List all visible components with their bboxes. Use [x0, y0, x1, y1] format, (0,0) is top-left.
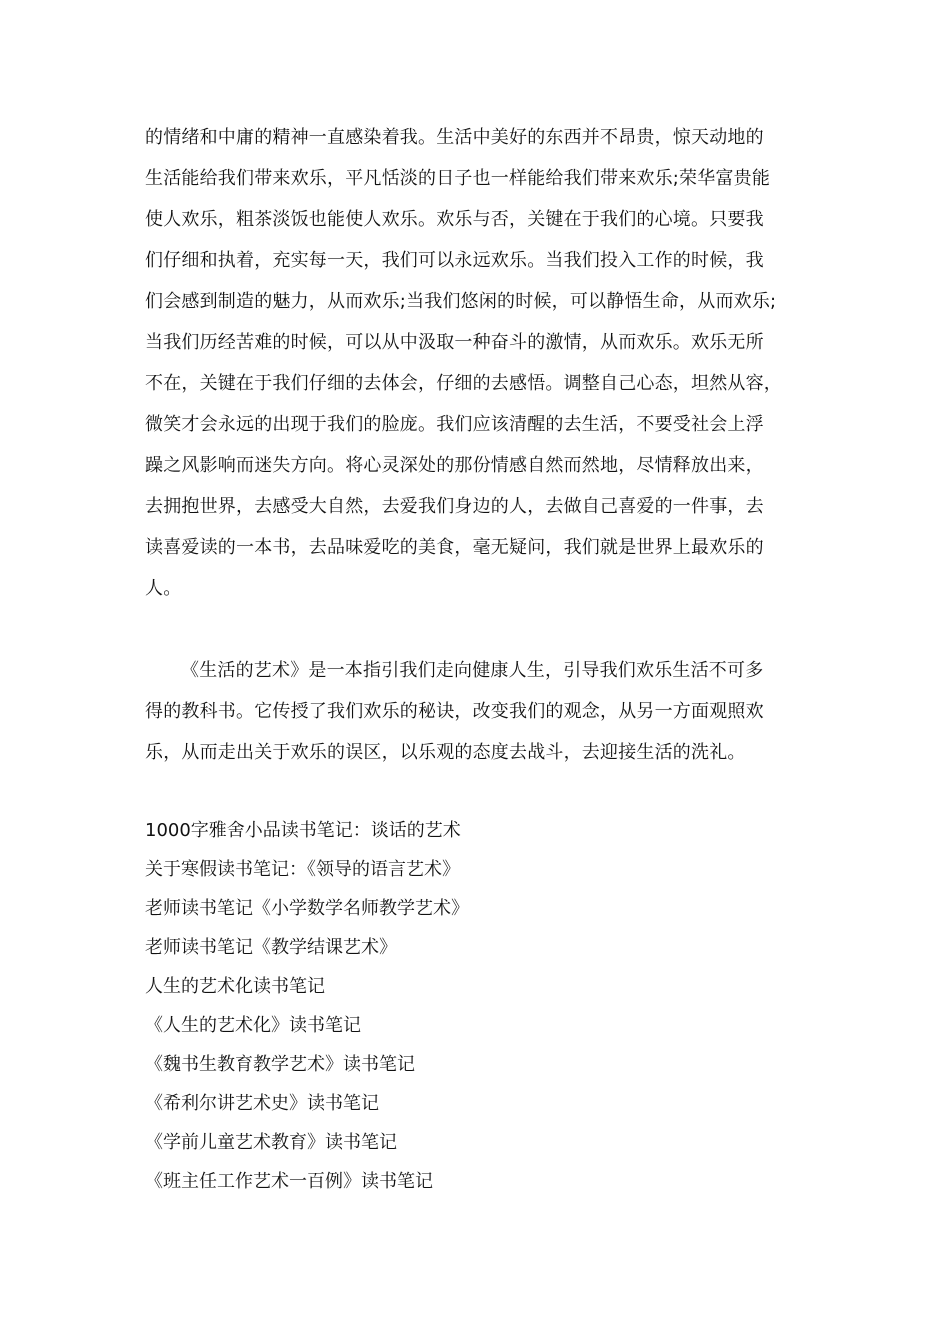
related-link[interactable]: 《学前儿童艺术教育》读书笔记: [145, 1132, 397, 1153]
paragraph-1-line: 们仔细和执着，充实每一天，我们可以永远欢乐。当我们投入工作的时候，我: [145, 250, 764, 271]
related-link[interactable]: 关于寒假读书笔记：《领导的语言艺术》: [145, 859, 460, 880]
paragraph-1-line: 使人欢乐，粗茶淡饭也能使人欢乐。欢乐与否，关键在于我们的心境。只要我: [145, 209, 764, 230]
paragraph-1-line: 的情绪和中庸的精神一直感染着我。生活中美好的东西并不昂贵，惊天动地的: [145, 127, 764, 148]
related-link[interactable]: 1000字雅舍小品读书笔记：谈话的艺术: [145, 820, 461, 841]
related-link[interactable]: 老师读书笔记《教学结课艺术》: [145, 937, 397, 958]
paragraph-1-line: 生活能给我们带来欢乐，平凡恬淡的日子也一样能给我们带来欢乐;荣华富贵能: [145, 168, 771, 189]
paragraph-1-line: 躁之风影响而迷失方向。将心灵深处的那份情感自然而然地，尽情释放出来，: [145, 455, 764, 476]
paragraph-2-line: 得的教科书。它传授了我们欢乐的秘诀，改变我们的观念，从另一方面观照欢: [145, 701, 764, 722]
paragraph-1-line: 读喜爱读的一本书，去品味爱吃的美食，毫无疑问，我们就是世界上最欢乐的: [145, 537, 764, 558]
paragraph-1-line: 当我们历经苦难的时候，可以从中汲取一种奋斗的激情，从而欢乐。欢乐无所: [145, 332, 764, 353]
related-link[interactable]: 《人生的艺术化》读书笔记: [145, 1015, 361, 1036]
related-link[interactable]: 《魏书生教育教学艺术》读书笔记: [145, 1054, 415, 1075]
related-link[interactable]: 人生的艺术化读书笔记: [145, 976, 325, 997]
paragraph-1-line: 不在，关键在于我们仔细的去体会，仔细的去感悟。调整自己心态，坦然从容，: [145, 373, 782, 394]
paragraph-1-line: 们会感到制造的魅力，从而欢乐;当我们悠闲的时候，可以静悟生命，从而欢乐;: [145, 291, 777, 312]
paragraph-1-line: 微笑才会永远的出现于我们的脸庞。我们应该清醒的去生活，不要受社会上浮: [145, 414, 764, 435]
paragraph-1-line: 去拥抱世界，去感受大自然，去爱我们身边的人，去做自己喜爱的一件事，去: [145, 496, 764, 517]
related-link[interactable]: 《班主任工作艺术一百例》读书笔记: [145, 1171, 433, 1192]
related-link[interactable]: 老师读书笔记《小学数学名师教学艺术》: [145, 898, 469, 919]
paragraph-1-line: 人。: [145, 578, 182, 599]
paragraph-2-line: 《生活的艺术》是一本指引我们走向健康人生，引导我们欢乐生活不可多: [181, 660, 764, 681]
related-link[interactable]: 《希利尔讲艺术史》读书笔记: [145, 1093, 379, 1114]
paragraph-2-line: 乐，从而走出关于欢乐的误区，以乐观的态度去战斗，去迎接生活的洗礼。: [145, 742, 746, 763]
